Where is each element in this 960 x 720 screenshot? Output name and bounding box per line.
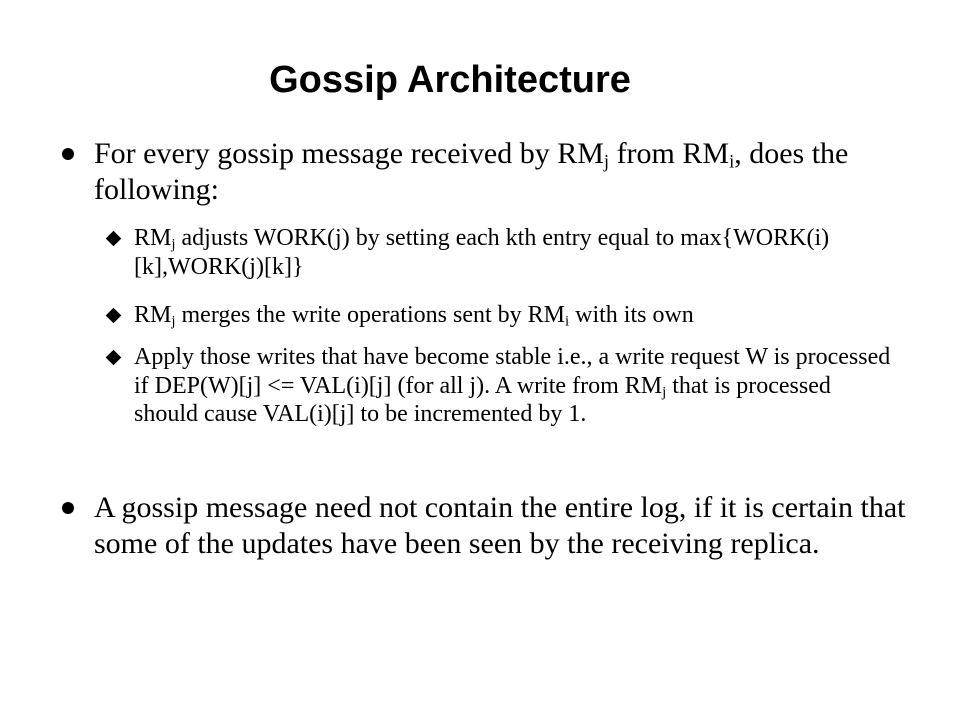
diamond-bullet-icon [106,231,122,247]
subbullet-text: RM [134,225,172,251]
diamond-bullet-icon [106,350,122,366]
subbullet-text: RM [134,302,172,328]
subscript: i [564,313,570,330]
subbullet-merge-writes [134,301,894,330]
subbullet-text: adjusts WORK(j) by setting each kth entry equal to max{WORK(i)[k],WORK(j)[k]} [134,225,830,280]
bullet-text: , does the following: [94,137,849,206]
bullet-text: from RM [609,137,730,170]
subscript: j [171,313,176,330]
subbullet-text: that is processed should cause VAL(i)[j] to be incremented by 1. [134,372,831,427]
slide-title: Gossip Architecture [269,59,631,101]
bullet-partial-log [94,490,914,562]
bullet-dot-icon [62,148,74,160]
subbullet-text: Apply those writes that have become stable i.e., a write request W is processed if DEP(W)[j] <= VAL(i)[j] (for all j). A write from RM [134,344,891,399]
subscript: j [603,151,610,173]
subscript: i [729,151,735,173]
subbullet-apply-stable-writes [134,343,894,429]
subbullet-text: with its own [569,302,694,328]
subbullet-text: merges the write operations sent by RM [175,302,565,328]
bullet-gossip-received [94,136,914,208]
bullet-text: For every gossip message received by RM [94,137,604,170]
subbullet-adjust-work [134,224,894,281]
bullet-text: A gossip message need not contain the entire log, if it is certain that some of the updates have been seen by the receiving replica. [94,491,906,560]
bullet-dot-icon [62,502,74,514]
diamond-bullet-icon [106,308,122,324]
subscript: j [662,384,667,401]
subscript: j [171,236,176,253]
